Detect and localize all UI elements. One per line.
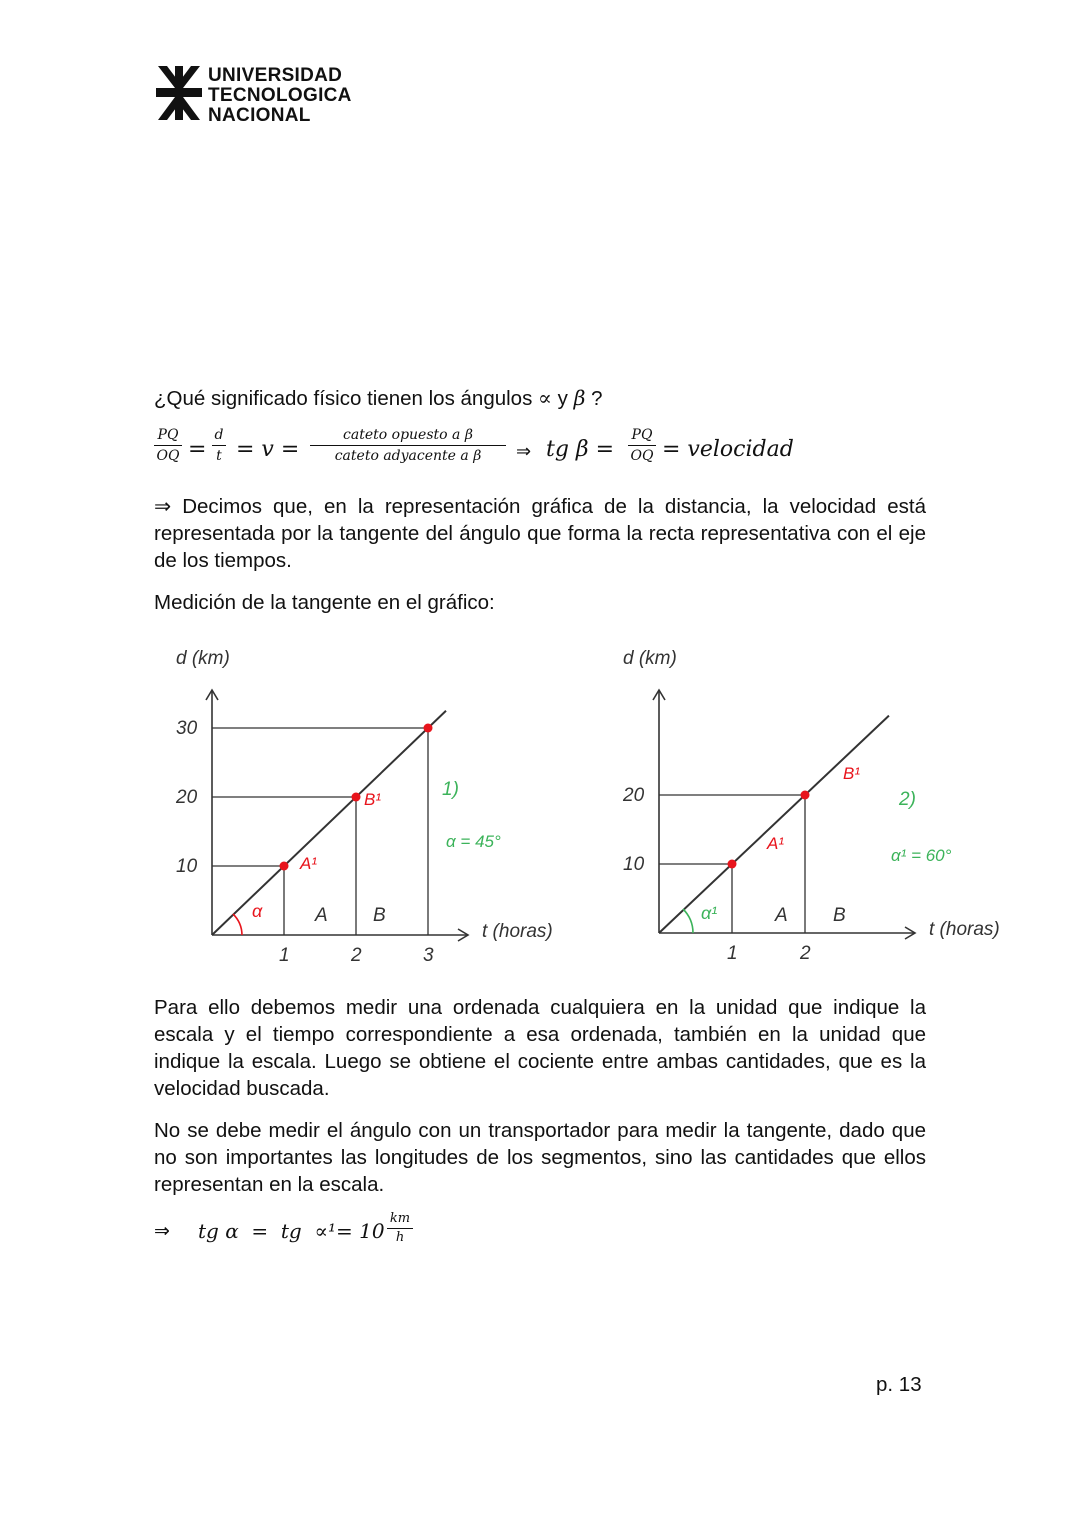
unit-km-per-h (387, 1210, 413, 1247)
paragraph-method: Para ello debemos medir una ordenada cualquiera en la unidad que indique la escala y el tiempo correspondiente a esa ordenada, también en la unidad que indique la escala. Luego se obtiene el cociente entre ambas cantidades, que es la velocidad buscada. (154, 996, 926, 1100)
fraction-numerator: PQ (631, 427, 653, 443)
logo-line-3: NACIONAL (208, 105, 311, 126)
unit-denominator: h (395, 1230, 405, 1245)
y-tick-label: 10 (176, 856, 198, 877)
point-label-b1: B¹ (843, 764, 860, 783)
x-axis-label: t (horas) (929, 919, 1000, 940)
y-tick-label: 20 (623, 785, 645, 806)
angle-arc (233, 914, 242, 935)
fraction-numerator: d (214, 427, 224, 443)
data-point (728, 860, 737, 869)
y-tick-label: 30 (176, 718, 198, 739)
equals-velocidad: = velocidad (662, 437, 794, 462)
x-tick-label: 2 (800, 943, 811, 964)
fraction-catetos (310, 425, 506, 466)
equals-sign: = (188, 437, 207, 462)
data-point (280, 862, 289, 871)
y-axis-label: d (km) (176, 648, 230, 669)
chart-number-annotation: 2) (899, 789, 916, 810)
question-line (154, 385, 603, 412)
question-text: ¿Qué significado físico tienen los ángulos (154, 387, 533, 410)
paragraph-measurement-heading: Medición de la tangente en el gráfico: (154, 591, 495, 614)
tg-beta: tg β = (546, 437, 615, 462)
series-line (212, 711, 446, 935)
angle-annotation: α = 45° (446, 832, 501, 851)
region-label-b: B (373, 905, 386, 926)
x-axis-label: t (horas) (482, 921, 553, 942)
final-equation (154, 1210, 554, 1260)
page-number: p. 13 (876, 1373, 922, 1396)
fraction-pq-oq (154, 425, 182, 466)
x-tick-label: 2 (351, 945, 362, 966)
chart-number-annotation: 1) (442, 779, 459, 800)
implies-arrow-final: ⇒ (154, 1220, 170, 1242)
distance-time-chart-2 (605, 645, 1025, 975)
angle-annotation: α¹ = 60° (891, 846, 952, 865)
question-conjunction: y (557, 387, 568, 410)
angle-label: α (252, 901, 263, 921)
fraction-numerator: PQ (157, 427, 179, 443)
fraction-numerator: cateto opuesto a β (343, 427, 473, 443)
y-tick-label: 10 (623, 854, 645, 875)
fraction-denominator: t (216, 448, 222, 464)
beta-symbol: β (573, 386, 586, 410)
x-tick-label: 1 (727, 943, 738, 964)
utn-logo-icon (156, 66, 202, 120)
point-label-a1: A¹ (767, 834, 784, 853)
region-label-a: A (315, 905, 328, 926)
point-label-b1: B¹ (364, 790, 381, 809)
series-line (659, 716, 889, 933)
y-tick-label: 20 (176, 787, 198, 808)
fraction-denominator: OQ (156, 448, 180, 464)
angle-label: α¹ (701, 903, 718, 923)
paragraph-tangent-meaning: ⇒ Decimos que, en la representación gráfica de la distancia, la velocidad está representada por la tangente del ángulo que forma la recta representativa con el eje de los tiempos. (154, 495, 926, 572)
distance-time-chart-1 (160, 645, 580, 975)
data-point (424, 724, 433, 733)
angle-arc (683, 909, 693, 933)
implies-arrow: ⇒ (516, 441, 532, 462)
logo-text (208, 66, 352, 126)
x-tick-label: 1 (279, 945, 290, 966)
paragraph-no-protractor: No se debe medir el ángulo con un transportador para medir la tangente, dado que no son importantes las longitudes de los segmentos, sino las cantidades que ellos representan en la escala. (154, 1119, 926, 1196)
logo-line-1: UNIVERSIDAD (208, 65, 343, 86)
tangent-equality: tg α = tg ∝¹= 10 (198, 1219, 385, 1243)
alpha-symbol: ∝ (538, 386, 552, 410)
point-label-a1: A¹ (300, 854, 317, 873)
fraction-d-t (212, 425, 226, 466)
equals-v: = v = (236, 437, 300, 462)
data-point (352, 793, 361, 802)
x-tick-label: 3 (423, 945, 434, 966)
fraction-denominator: cateto adyacente a β (334, 448, 482, 464)
logo-line-2: TECNOLOGICA (208, 85, 352, 106)
fraction-denominator: OQ (630, 448, 654, 464)
unit-numerator: km (389, 1211, 411, 1226)
fraction-pq-oq-2 (628, 425, 656, 466)
data-point (801, 791, 810, 800)
question-mark: ? (591, 387, 603, 410)
region-label-a: A (775, 905, 788, 926)
region-label-b: B (833, 905, 846, 926)
y-axis-label: d (km) (623, 648, 677, 669)
velocity-equation (154, 425, 854, 481)
